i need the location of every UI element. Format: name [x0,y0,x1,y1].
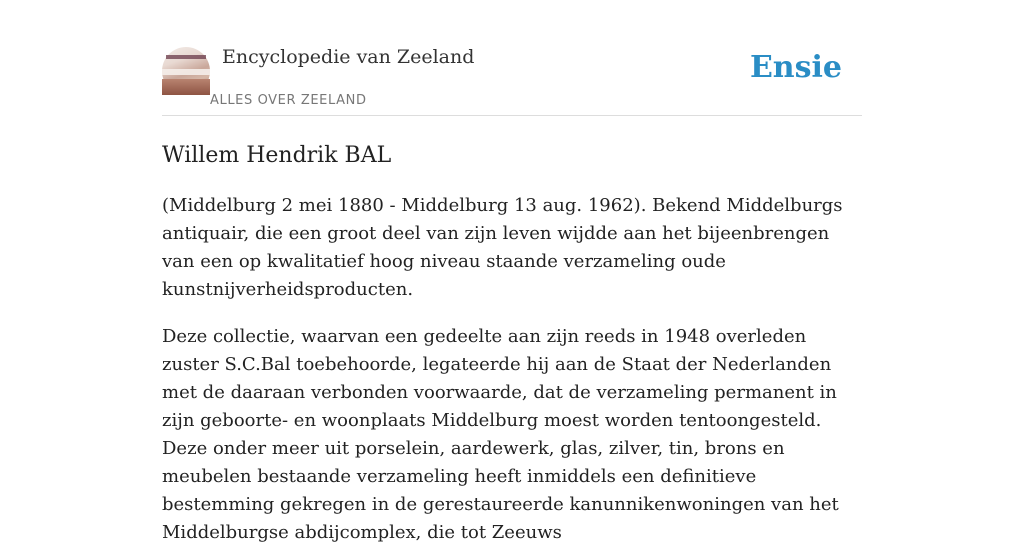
article-paragraph: (Middelburg 2 mei 1880 - Middelburg 13 aug. 1962). Bekend Middelburgs antiquair, die een groot deel van zijn leven wijdde aan het bijeenbrengen van een op kwalitatief hoog niveau staande verzameling oude kunstnijverheidsproducten. [162,195,843,300]
site-tagline: ALLES OVER ZEELAND [210,93,367,108]
site-title[interactable]: Encyclopedie van Zeeland [222,46,475,68]
article-paragraph: Deze collectie, waarvan een gedeelte aan zijn reeds in 1948 overleden zuster S.C.Bal toebehoorde, legateerde hij aan de Staat der Nederlanden met de daaraan verbonden voorwaarde, dat de verzameling permanent in zijn geboorte- en woonplaats Middelburg moest worden tentoongesteld. Deze onder meer uit porselein, aardewerk, glas, zilver, tin, brons en meubelen bestaande verzameling heeft inmiddels een definitieve bestemming gekregen in de gerestaureerde kanunnikenwoningen van het Middelburgse abdijcomplex, die tot Zeeuws [162,326,839,543]
avatar-detail [166,55,206,59]
avatar-detail [162,69,210,75]
avatar-detail [162,79,210,95]
site-header [162,0,862,116]
site-avatar[interactable] [162,47,210,95]
ensie-logo[interactable]: Ensie [749,50,842,85]
article-title: Willem Hendrik BAL [162,143,392,168]
page-container [162,0,862,543]
